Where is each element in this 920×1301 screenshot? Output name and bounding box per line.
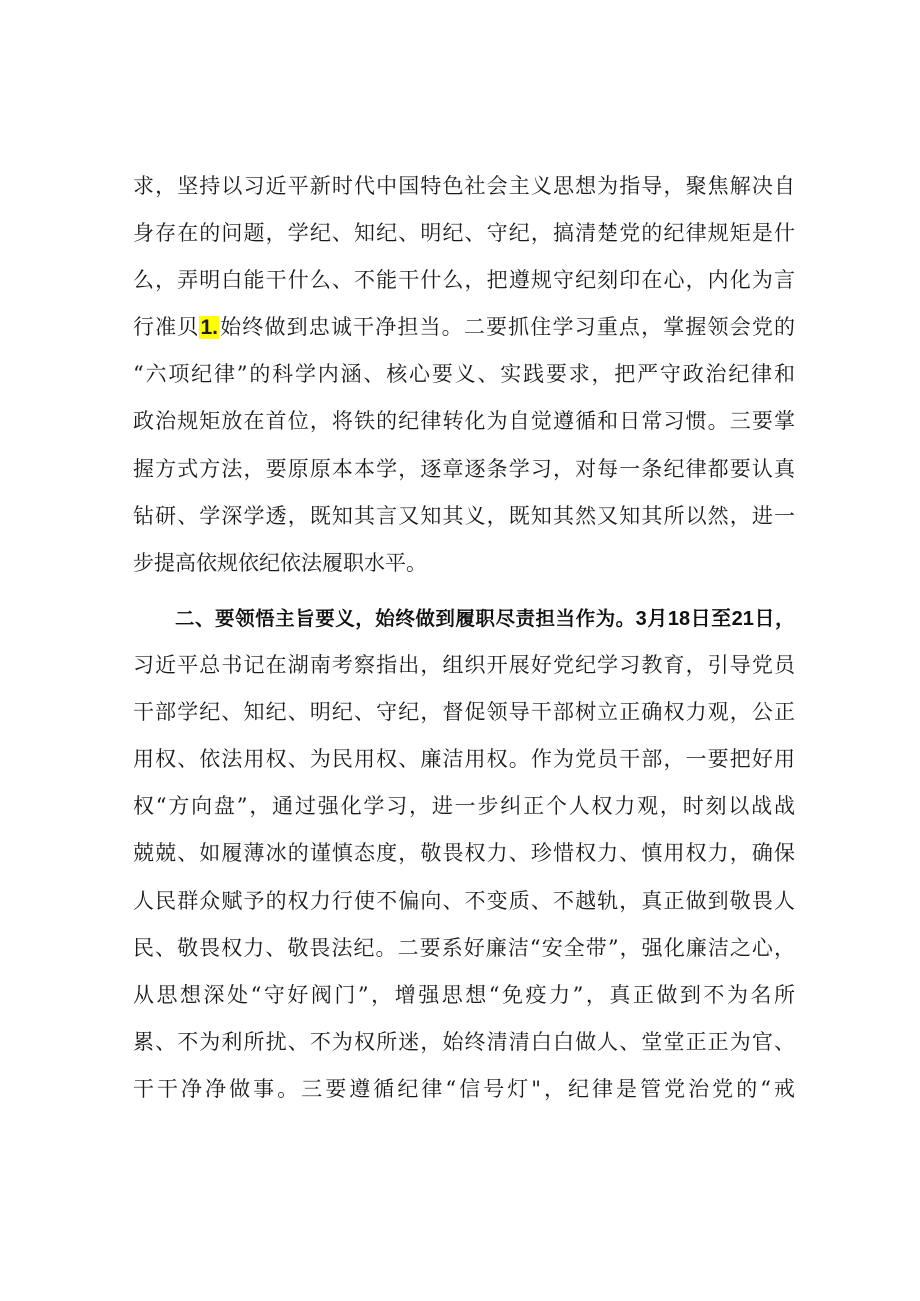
highlighted-marker: 1. [200, 316, 218, 340]
text-line: “六项纪律”的科学内涵、核心要义、实践要求，把严守政治纪律和 [133, 362, 795, 387]
text-line: 习近平总书记在湖南考察指出，组织开展好党纪学习教育，引导党员 [133, 653, 795, 678]
text-line: 从思想深处“守好阀门”，增强思想“免疫力”，真正做到不为名所 [133, 982, 795, 1007]
text-line: 步提高依规依纪依法履职水平。 [133, 550, 427, 575]
text-line: 权“方向盘”，通过强化学习，进一步纠正个人权力观，时刻以战战 [133, 794, 795, 819]
text-line: 民、敬畏权力、敬畏法纪。二要系好廉洁“安全带”，强化廉洁之心， [133, 935, 795, 960]
text-line: 累、不为利所扰、不为权所迷，始终清清白白做人、堂堂正正为官、 [133, 1029, 795, 1054]
text-line: 干部学纪、知纪、明纪、守纪，督促领导干部树立正确权力观，公正 [133, 700, 795, 725]
text-line [133, 595, 795, 642]
text-segment: 行准贝 [133, 315, 200, 340]
text-line: 握方式方法，要原原本本学，逐章逐条学习，对每一条纪律都要认真 [133, 456, 795, 481]
text-line: 钻研、学深学透，既知其言又知其义，既知其然又知其所以然，进一 [133, 503, 795, 528]
text-line: 兢兢、如履薄冰的谨慎态度，敬畏权力、珍惜权力、慎用权力，确保 [133, 841, 795, 866]
text-line: 干干净净做事。三要遵循纪律“信号灯"，纪律是管党治党的“戒 [133, 1076, 795, 1101]
text-line: 求，坚持以习近平新时代中国特色社会主义思想为指导，聚焦解决自 [133, 174, 795, 198]
text-segment: 始终做到忠诚干净担当。二要抓住学习重点，掌握领会党的 [218, 315, 796, 340]
text-line: 用权、依法用权、为民用权、廉洁用权。作为党员干部，一要把好用 [133, 747, 795, 772]
text-line [133, 304, 795, 351]
text-line: 么，弄明白能干什么、不能干什么，把遵规守纪刻印在心，内化为言 [133, 268, 795, 293]
text-line: 身存在的问题，学纪、知纪、明纪、守纪，搞清楚党的纪律规矩是什 [133, 221, 795, 246]
text-line: 人民群众赋予的权力行使不偏向、不变质、不越轨，真正做到敬畏人 [133, 888, 795, 913]
paragraph-discipline-study [133, 163, 795, 587]
text-line: 政治规矩放在首位，将铁的纪律转化为自觉遵循和日常习惯。三要掌 [133, 409, 795, 434]
paragraph-duty-fulfillment [133, 595, 795, 1113]
date-text: 3月18日至21日， [635, 608, 795, 630]
section-heading: 二、要领悟主旨要义，始终做到履职尽责担当作为。 [175, 607, 636, 630]
